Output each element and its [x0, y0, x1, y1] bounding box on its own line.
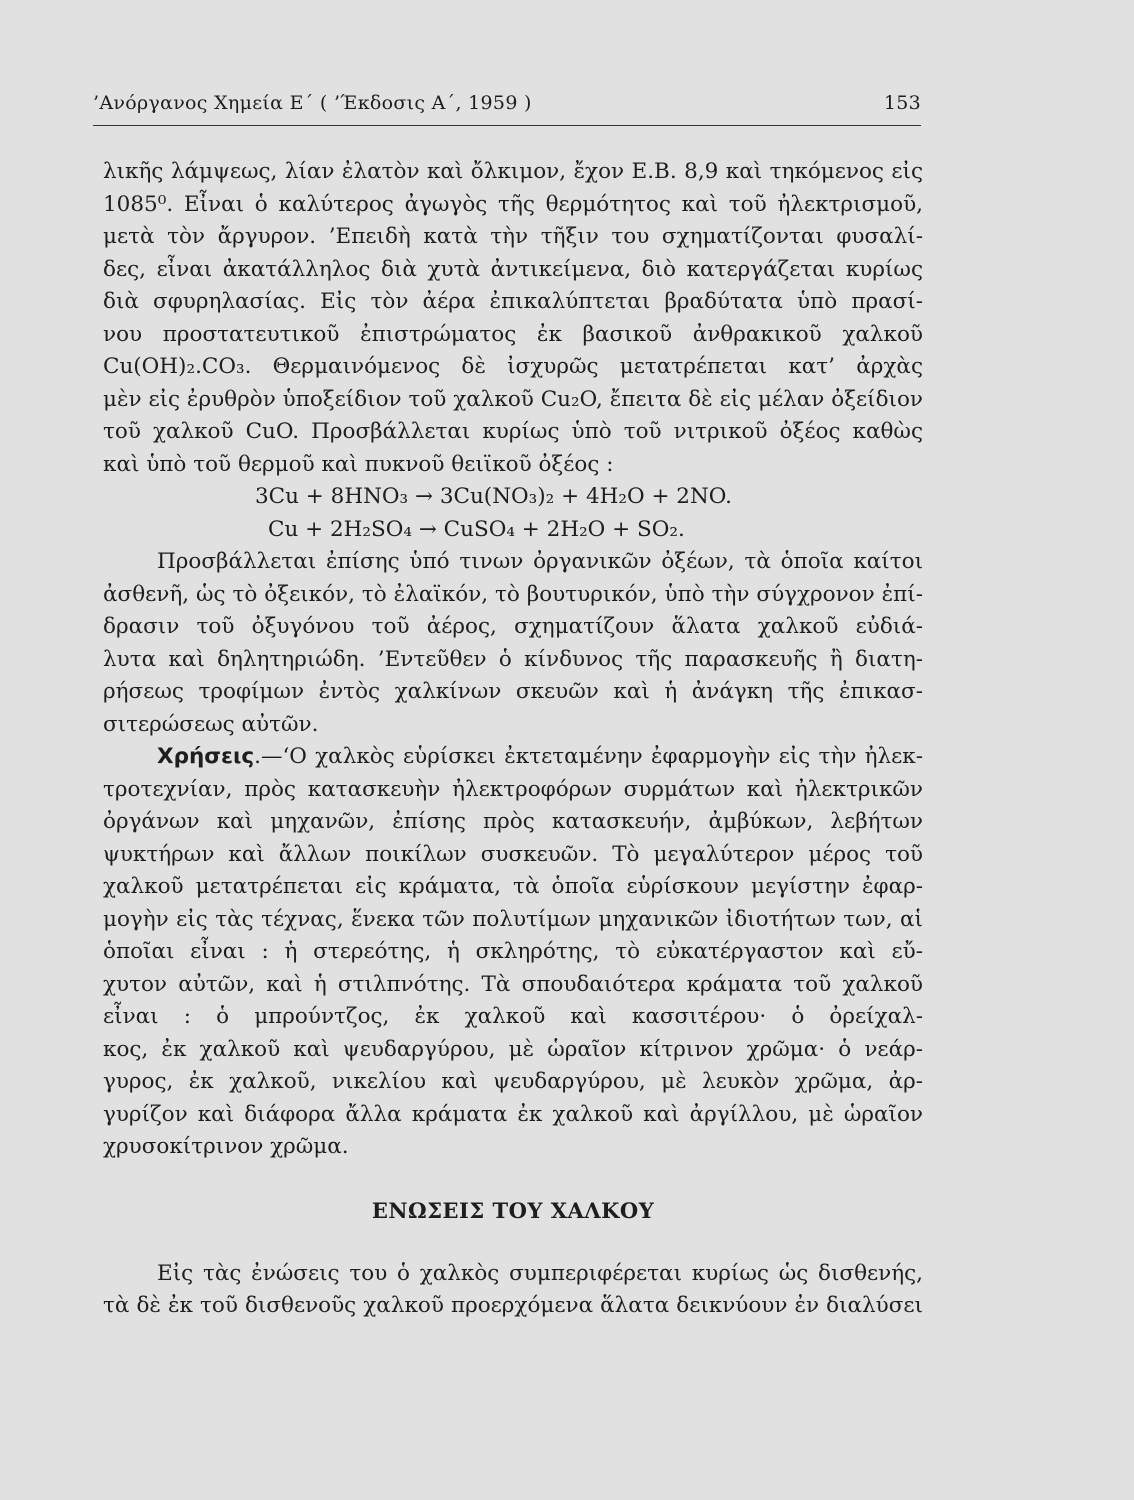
text-line: καὶ ὑπὸ τοῦ θερμοῦ καὶ πυκνοῦ θειϊκοῦ ὀξέος : — [103, 451, 614, 477]
paragraph-copper-properties — [103, 156, 923, 481]
text-line: ὀργάνων καὶ μηχανῶν, ἐπίσης πρὸς κατασκευήν, ἀμβύκων, λεβήτων — [103, 809, 923, 834]
text-line: χαλκοῦ μετατρέπεται εἰς κράματα, τὰ ὁποῖα εὑρίσκουν μεγίστην ἐφαρ- — [103, 874, 923, 899]
text-line: Cu(OH)₂.CO₃. Θερμαινόμενος δὲ ἰσχυρῶς μετατρέπεται κατ’ ἀρχὰς — [103, 354, 923, 379]
text-line: τοῦ χαλκοῦ CuO. Προσβάλλεται κυρίως ὑπὸ τοῦ νιτρικοῦ ὀξέος καθὼς — [103, 419, 923, 444]
text-line: τὰ δὲ ἐκ τοῦ δισθενοῦς χαλκοῦ προερχόμενα ἅλατα δεικνύουν ἐν διαλύσει — [103, 1293, 923, 1318]
text-line: Προσβάλλεται ἐπίσης ὑπό τινων ὀργανικῶν ὀξέων, τὰ ὁποῖα καίτοι — [157, 549, 923, 574]
uses-heading: Χρήσεις — [157, 744, 255, 769]
text-line: Εἰς τὰς ἐνώσεις του ὁ χαλκὸς συμπεριφέρεται κυρίως ὡς δισθενής, — [157, 1260, 923, 1286]
uses-first-line-text: .—‘Ο χαλκὸς εὑρίσκει ἐκτεταμένην ἐφαρμογὴν εἰς τὴν ἠλεκ- — [254, 744, 923, 769]
text-line: γυρίζον καὶ διάφορα ἄλλα κράματα ἐκ χαλκοῦ καὶ ἀργίλλου, μὲ ὡραῖον — [103, 1101, 923, 1127]
page-body — [103, 156, 923, 1323]
text-line: λυτα καὶ δηλητηριώδη. ’Εντεῦθεν ὁ κίνδυνος τῆς παρασκευῆς ἢ διατη- — [103, 646, 923, 672]
section-title: ΕΝΩΣΕΙΣ ΤΟΥ ΧΑΛΚΟΥ — [371, 1197, 655, 1223]
running-title: ’Ανόργανος Χημεία Ε΄ ( ’Έκδοσις Α΄, 1959 ) — [93, 92, 532, 114]
text-line: διὰ σφυρηλασίας. Εἰς τὸν ἀέρα ἐπικαλύπτεται βραδύτατα ὑπὸ πρασί- — [103, 289, 923, 314]
text-line: 1085⁰. Εἶναι ὁ καλύτερος ἀγωγὸς τῆς θερμότητος καὶ τοῦ ἠλεκτρισμοῦ, — [103, 191, 923, 217]
paragraph-copper-compounds — [103, 1258, 923, 1323]
text-line: ψυκτήρων καὶ ἄλλων ποικίλων συσκευῶν. Τὸ μεγαλύτερον μέρος τοῦ — [103, 841, 923, 867]
text-line: εἶναι : ὁ μπρούντζος, ἐκ χαλκοῦ καὶ κασσιτέρου· ὁ ὀρείχαλ- — [103, 1004, 923, 1029]
text-line: τροτεχνίαν, πρὸς κατασκευὴν ἠλεκτροφόρων συρμάτων καὶ ἠλεκτρικῶν — [103, 776, 923, 802]
equation-sulfuric-acid: Cu + 2H₂SO₄ → CuSO₄ + 2H₂O + SO₂. — [268, 516, 685, 542]
text-line: σιτερώσεως αὐτῶν. — [103, 711, 319, 737]
text-line: μετὰ τὸν ἄργυρον. ’Επειδὴ κατὰ τὴν τῆξιν του σχηματίζονται φυσαλί- — [103, 224, 923, 249]
text-line: νου προστατευτικοῦ ἐπιστρώματος ἐκ βασικοῦ ἀνθρακικοῦ χαλκοῦ — [103, 321, 923, 347]
header-rule — [93, 125, 921, 126]
text-line: γυρος, ἐκ χαλκοῦ, νικελίου καὶ ψευδαργύρου, μὲ λευκὸν χρῶμα, ἀρ- — [103, 1069, 923, 1094]
text-line: μὲν εἰς ἐρυθρὸν ὑποξείδιον τοῦ χαλκοῦ Cu₂O, ἔπειτα δὲ εἰς μέλαν ὀξείδιον — [103, 386, 923, 412]
page-number: 153 — [883, 92, 921, 114]
text-line: λικῆς λάμψεως, λίαν ἐλατὸν καὶ ὄλκιμον, ἔχον Ε.Β. 8,9 καὶ τηκόμενος εἰς — [103, 159, 923, 184]
paragraph-organic-acids — [103, 546, 923, 741]
text-line: ἀσθενῆ, ὡς τὸ ὀξεικόν, τὸ ἐλαϊκόν, τὸ βουτυρικόν, ὑπὸ τὴν σύγχρονον ἐπί- — [103, 581, 923, 607]
text-line: ρήσεως τροφίμων ἐντὸς χαλκίνων σκευῶν καὶ ἡ ἀνάγκη τῆς ἐπικασ- — [103, 679, 923, 704]
text-line: μογὴν εἰς τὰς τέχνας, ἕνεκα τῶν πολυτίμων μηχανικῶν ἰδιοτήτων των, αἱ — [103, 906, 923, 932]
text-line: δρασιν τοῦ ὀξυγόνου τοῦ ἀέρος, σχηματίζουν ἅλατα χαλκοῦ εὐδιά- — [103, 614, 923, 639]
equation-nitric-acid: 3Cu + 8HNO₃ → 3Cu(NO₃)₂ + 4H₂O + 2NO. — [255, 484, 732, 509]
text-line: κος, ἐκ χαλκοῦ καὶ ψευδαργύρου, μὲ ὡραῖον κίτρινον χρῶμα· ὁ νεάρ- — [103, 1036, 923, 1062]
text-line: χυτον αὐτῶν, καὶ ἡ στιλπνότης. Τὰ σπουδαιότερα κράματα τοῦ χαλκοῦ — [103, 971, 923, 997]
text-line: ὁποῖαι εἶναι : ἡ στερεότης, ἡ σκληρότης, τὸ εὐκατέργαστον καὶ εὔ- — [103, 939, 923, 964]
paragraph-uses — [103, 741, 923, 1164]
running-header — [93, 92, 921, 114]
chemical-equations — [103, 481, 923, 546]
text-line: δες, εἶναι ἀκατάλληλος διὰ χυτὰ ἀντικείμενα, διὸ κατεργάζεται κυρίως — [103, 256, 923, 282]
uses-first-line — [103, 741, 923, 774]
text-line: χρυσοκίτρινον χρῶμα. — [103, 1134, 349, 1159]
